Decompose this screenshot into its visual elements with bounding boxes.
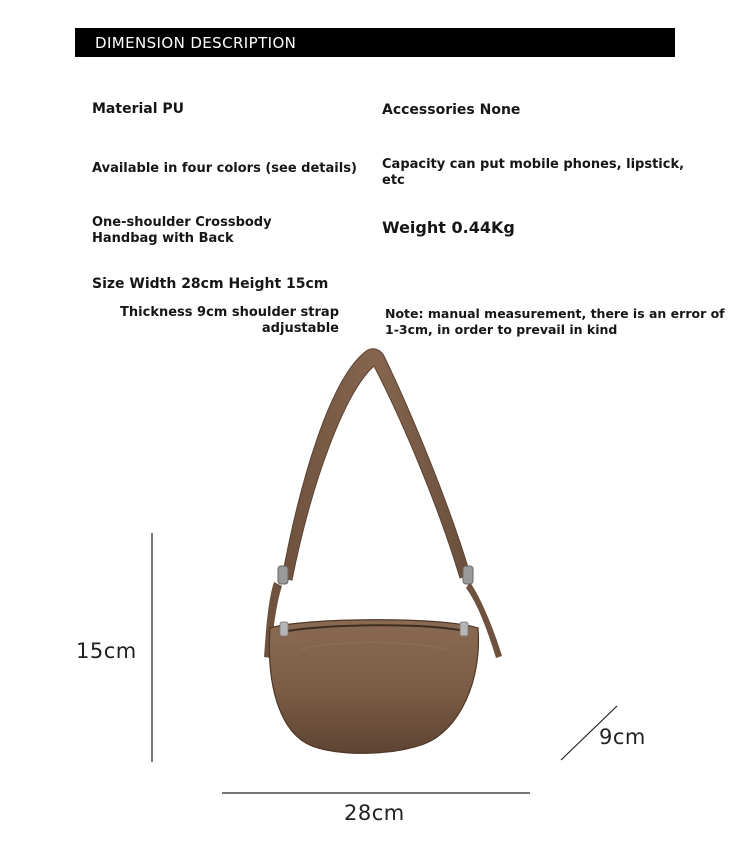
spec-accessories: Accessories None (382, 102, 521, 118)
header-title: DIMENSION DESCRIPTION (95, 34, 297, 52)
spec-size: Size Width 28cm Height 15cm (92, 276, 329, 292)
spec-thickness-line2: adjustable (261, 321, 339, 336)
bag-body (269, 620, 478, 754)
spec-material: Material PU (92, 101, 185, 117)
width-label: 28cm (344, 801, 405, 825)
zipper-pull-left (280, 622, 288, 636)
spec-capacity-line1: Capacity can put mobile phones, lipstick, (382, 157, 685, 172)
spec-weight: Weight 0.44Kg (382, 218, 515, 237)
spec-note-line2: 1-3cm, in order to prevail in kind (385, 322, 618, 337)
zipper-pull-right (460, 622, 468, 636)
spec-thickness-line1: Thickness 9cm shoulder strap (120, 305, 339, 320)
bag-strap (282, 349, 470, 580)
height-label: 15cm (76, 639, 137, 663)
spec-style-line2: Handbag with Back (92, 231, 234, 246)
depth-label: 9cm (599, 725, 646, 749)
right-buckle (463, 566, 473, 584)
spec-style-line1: One-shoulder Crossbody (92, 215, 272, 230)
left-buckle (278, 566, 288, 584)
spec-note-line1: Note: manual measurement, there is an error of (385, 306, 725, 321)
spec-capacity-line2: etc (382, 173, 405, 188)
spec-colors: Available in four colors (see details) (92, 161, 357, 176)
